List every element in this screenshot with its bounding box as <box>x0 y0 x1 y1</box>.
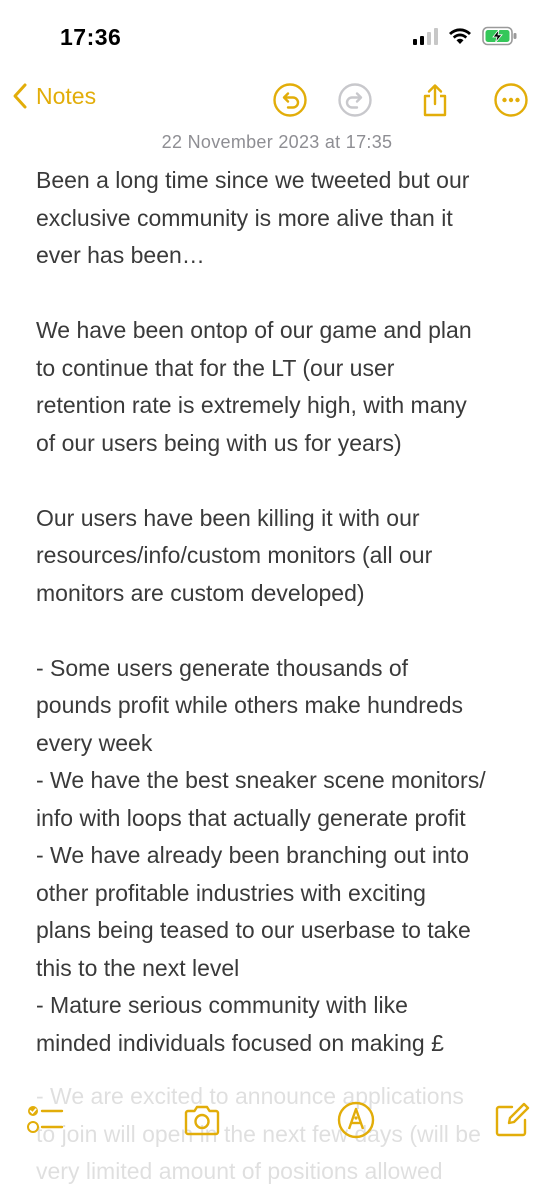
status-bar <box>0 0 554 70</box>
note-line: ever has been… <box>36 242 205 268</box>
markup-pen-icon[interactable] <box>336 1100 376 1140</box>
note-line: retention rate is extremely high, with many <box>36 392 467 418</box>
note-line: - We have the best sneaker scene monitors/ <box>36 767 486 793</box>
note-line: info with loops that actually generate profit <box>36 804 466 831</box>
back-label: Notes <box>36 82 97 109</box>
camera-icon[interactable] <box>182 1100 222 1140</box>
note-body[interactable] <box>36 162 526 1062</box>
compose-icon[interactable] <box>492 1100 532 1140</box>
share-icon[interactable] <box>417 82 453 118</box>
note-date: 22 November 2023 at 17:35 <box>161 132 393 152</box>
checklist-icon[interactable] <box>26 1100 66 1140</box>
battery-charging-icon <box>482 26 518 46</box>
note-line: - Some users generate thousands of <box>36 654 409 681</box>
note-line: We have been ontop of our game and plan <box>36 317 472 343</box>
note-overflow-line: - We are excited to announce applications <box>36 1083 464 1109</box>
note-line: minded individuals focused on making £ <box>36 1029 444 1056</box>
cellular-signal-icon <box>413 27 438 45</box>
redo-icon[interactable] <box>337 82 373 118</box>
note-blank-line <box>36 462 526 500</box>
note-overflow-line: to join will open in the next few days (will be <box>36 1120 481 1147</box>
more-options-icon[interactable] <box>493 82 529 118</box>
status-time: 17:36 <box>60 24 122 50</box>
note-line: - We have already been branching out into <box>36 842 470 868</box>
note-line: Our users have been killing it with our <box>36 504 420 531</box>
note-line: to continue that for the LT (our user <box>36 354 395 381</box>
wifi-icon <box>448 27 472 45</box>
note-line: exclusive community is more alive than it <box>36 204 453 231</box>
note-blank-line <box>36 275 526 313</box>
note-line: resources/info/custom monitors (all our <box>36 542 433 568</box>
note-line: other profitable industries with exciting <box>36 879 426 906</box>
note-line: plans being teased to our userbase to take <box>36 917 471 943</box>
note-line: - Mature serious community with like <box>36 992 408 1018</box>
navigation-bar <box>0 70 554 130</box>
bottom-toolbar <box>0 1080 554 1200</box>
note-line: Been a long time since we tweeted but our <box>36 167 470 193</box>
note-line: this to the next level <box>36 954 240 981</box>
note-line: pounds profit while others make hundreds <box>36 692 464 718</box>
note-line: every week <box>36 729 153 756</box>
chevron-left-icon <box>12 82 28 110</box>
note-blank-line <box>36 612 526 650</box>
note-line: of our users being with us for years) <box>36 429 402 456</box>
note-overflow-line: very limited amount of positions allowed <box>36 1158 443 1184</box>
note-line: monitors are custom developed) <box>36 579 365 606</box>
undo-icon[interactable] <box>272 82 308 118</box>
status-icons <box>413 26 518 46</box>
back-button[interactable] <box>12 82 96 110</box>
